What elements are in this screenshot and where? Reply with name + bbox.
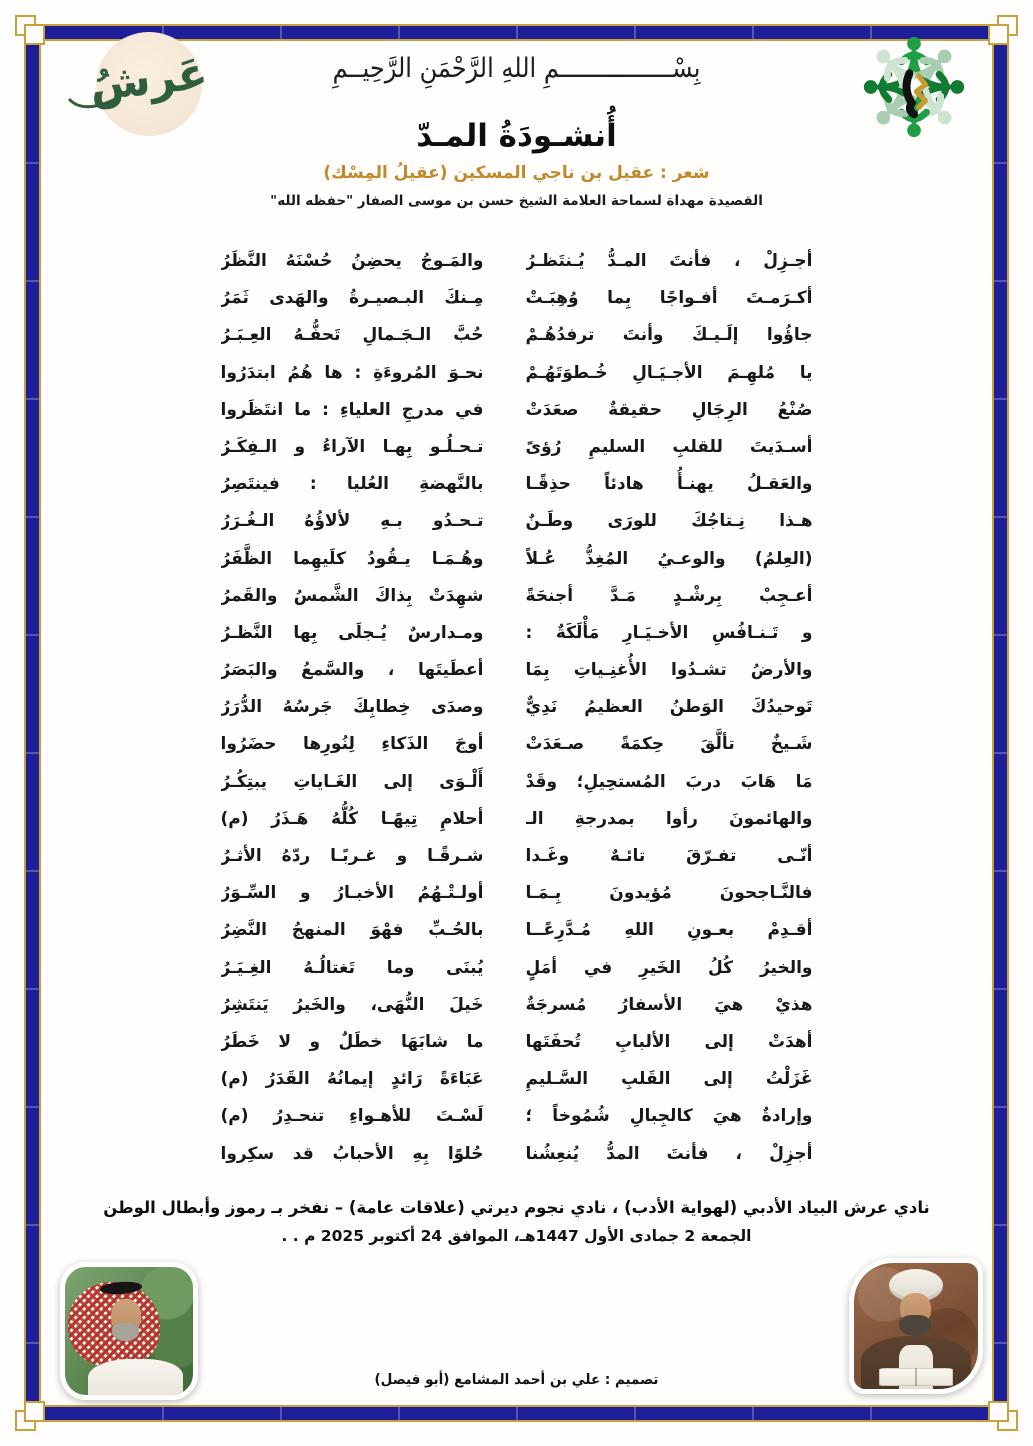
- couplet-row: [221, 726, 813, 763]
- hemistich-second: أعطَيتَها ، والسَّمعُ والبَصَرُ: [220, 660, 484, 681]
- couplet-row: [221, 429, 813, 466]
- hemistich-first: هذيْ هيَ الأسفارُ مُسرجَةٌ: [525, 994, 813, 1015]
- hemistich-first: غَزَلْتُ إلى القَلبِ السَّـليمِ: [525, 1069, 813, 1090]
- hemistich-first: جاؤُوا إلَـيـكَ وأنتَ ترفدُهُـمْ: [525, 325, 813, 346]
- hemistich-second: نحـوَ المُروءَةِ : ها هُمُ ابتدَرُوا: [220, 362, 484, 383]
- hemistich-second: في مدرجِ العلياءِ : ما انتَظَروا: [220, 399, 484, 420]
- hemistich-first: والخيرُ كُلُ الخَيرِ في أمَلٍ: [525, 957, 813, 978]
- hemistich-second: ما شابَهَا خطَلٌ و لا خَطَرُ: [220, 1031, 484, 1052]
- clubs-line: نادي عرش البياد الأدبي (لهواية الأدب) ، نادي نجوم ديرتي (علاقات عامة) – نفخر بـ رموز وأبطال الوطن: [103, 1198, 930, 1217]
- hemistich-first: والعَقـلُ يهنـأُ هادئاً حذِقًـا: [525, 474, 813, 495]
- couplet-row: [221, 1024, 813, 1061]
- border-ticks-right: [994, 46, 1007, 1400]
- border-ticks-bottom: [46, 1407, 987, 1420]
- hemistich-second: بالحُـبِّ فهْوَ المنهجُ النَّضِرُ: [220, 920, 484, 941]
- footer: [60, 1198, 973, 1245]
- page-title: أُنشـودَةُ المـدّ: [416, 118, 617, 154]
- couplet-row: [221, 355, 813, 392]
- dedication-line: القصيدة مهداة لسماحة العلامة الشيخ حسن بن موسى الصفار "حفظه الله": [270, 193, 763, 209]
- couplet-row: [221, 950, 813, 987]
- hemistich-first: صُنْعُ الرِجَالِ حقيقةٌ صعَدَتْ: [525, 399, 813, 420]
- bismillah-calligraphy: بِسْــــــــــــــــمِ اللهِ الرَّحْمَنِ الرَّحِيــمِ: [332, 52, 701, 84]
- couplet-row: [221, 317, 813, 354]
- hemistich-first: والأرضُ تشـدُوا الأُغنِـياتِ بِمَا: [525, 660, 813, 681]
- hemistich-first: يا مُلهِـمَ الأجـيَـالِ خُـطوَتَهُـمْ: [525, 362, 813, 383]
- hemistich-first: أنّـى تفـرّقَ تائـهٌ وغَـدا: [525, 846, 813, 866]
- corner-knot-icon: [984, 1397, 1018, 1431]
- dark-beard: [899, 1315, 931, 1336]
- couplet-row: [221, 578, 813, 615]
- hemistich-second: تـحـلُـو بِهـا الآراءُ و الـفِكَـرُ: [220, 436, 484, 457]
- hemistich-first: أجـزِلْ ، فأنتَ المـدُّ يُـنتَظـرُ: [525, 251, 813, 271]
- hemistich-first: تَوحيدُكَ الوَطنُ العظيمُ نَدِيٌّ: [525, 697, 813, 718]
- hemistich-second: بالنَّهضةِ العُليا : فينتَصِرُ: [220, 474, 484, 495]
- hemistich-second: خَيلَ النُّهَى، والخَيرُ يَنتَشِرُ: [220, 994, 484, 1015]
- hemistich-second: ومـدارسٌ يُـجلَى بِها النَّظـرُ: [220, 622, 484, 643]
- couplet-row: [221, 615, 813, 652]
- hemistich-first: أقـدِمْ بعـونِ اللهِ مُـدَّرِعًــا: [525, 920, 813, 941]
- couplet-row: [221, 838, 813, 875]
- hemistich-second: وصدَى خِطابِكَ جَرسُهُ الدُّرَرُ: [220, 697, 484, 718]
- hemistich-first: (العِلمُ) والوعـيُ المُغِذُّ عُـلاً: [525, 548, 813, 569]
- couplet-row: [221, 243, 813, 280]
- hemistich-first: فالنَّـاجحونَ مُؤيدونَ بِـمَـا: [525, 883, 813, 904]
- poet-byline: شعر : عقيل بن ناجي المسكين (عقيلُ المِسْك): [323, 163, 710, 183]
- hemistich-second: شـرقًـا و غـربًـا ردّهُ الأثـرُ: [220, 846, 484, 866]
- couplet-row: [221, 652, 813, 689]
- designer-credit: تصميم : علي بن أحمد المشامع (أبو فيصل): [374, 1371, 659, 1389]
- couplet-row: [221, 1098, 813, 1135]
- hemistich-second: أولـتْـهُمُ الأخبـارُ و السِّـوَرُ: [220, 883, 484, 904]
- hemistich-second: وهُـمَـا يـقُودُ كلَيهِما الظَّفَرُ: [220, 548, 484, 569]
- hemistich-second: أحلامِ تِيهًـا كُلُّهُ هَـذَرُ (م): [220, 808, 484, 829]
- poem-body: [221, 243, 813, 1173]
- date-line: الجمعة 2 جمادى الأول 1447هـ، الموافق 24 أكتوبر 2025 م . .: [281, 1227, 752, 1245]
- hemistich-second: عَبَاءَةً رَائدٍ إيمانُهُ القَدَرُ (م): [220, 1069, 484, 1090]
- couplet-row: [221, 1136, 813, 1173]
- couplet-row: [221, 764, 813, 801]
- hemistich-first: مَا هَابَ دربَ المُستحِيلِ؛ وقَدْ: [525, 771, 813, 792]
- couplet-row: [221, 875, 813, 912]
- hemistich-second: والمَـوجُ يحضِنُ حُسْنَهُ النَّظَرُ: [220, 251, 484, 271]
- hemistich-second: شهِدَتْ بِذاكَ الشَّمسُ والقَمرُ: [220, 585, 484, 606]
- hemistich-first: أكـرَمـتَ أفـواجًا بِما وُهِبَـتْ: [525, 288, 813, 309]
- couplet-row: [221, 541, 813, 578]
- hemistich-second: حُلوًا بِهِ الأحبابُ قد سكِروا: [220, 1143, 484, 1164]
- corner-knot-icon: [984, 15, 1018, 49]
- hemistich-first: و تَـنـافُسِ الأخـيَـارِ مَأْلَكَةٌ :: [525, 622, 813, 643]
- hemistich-second: أوجَ الذَكاءِ لِنُورِها حضَرُوا: [220, 734, 484, 755]
- hemistich-first: أهدَتْ إلى الألبابِ تُحفَتَها: [525, 1031, 813, 1052]
- hemistich-first: والهائمونَ رأوا بمدرجةِ الـ: [525, 808, 813, 829]
- couplet-row: [221, 689, 813, 726]
- couplet-row: [221, 801, 813, 838]
- hemistich-second: يُبنَى وما تَغتالُـهُ الغِـيَـرُ: [220, 957, 484, 978]
- couplet-row: [221, 280, 813, 317]
- couplet-row: [221, 503, 813, 540]
- hemistich-first: أجزِلْ ، فأنتَ المدُّ يُنعِشُنا: [525, 1143, 813, 1164]
- couplet-row: [221, 1061, 813, 1098]
- hemistich-first: أعـجِبْ بِرشْـدٍ مَـدَّ أجنحَةً: [525, 585, 813, 606]
- hemistich-second: حُبَّ الـجَـمالِ تَحفُّـهُ العِـبَـرُ: [220, 325, 484, 346]
- hemistich-first: هـذا نِـتاجُكَ للورَى وطَـنٌ: [525, 511, 813, 532]
- corner-knot-icon: [15, 15, 49, 49]
- hemistich-first: أسـدَيتَ للقلبِ السليمِ رُؤىً: [525, 436, 813, 457]
- hemistich-first: وإرادةٌ هيَ كالجِبالِ شُمُوخاً ؛: [525, 1106, 813, 1127]
- hemistich-second: مِـنكَ البـصيـرةُ والهَدى ثَمَرُ: [220, 288, 484, 309]
- hemistich-first: شَـيخٌ تألَّقَ حِكمَةً صـعَدَتْ: [525, 734, 813, 755]
- arsh-logo-text: عَرشُ: [87, 47, 210, 112]
- border-ticks-left: [26, 46, 39, 1400]
- couplet-row: [221, 466, 813, 503]
- hemistich-second: أَلْـوَى إلى الغَـاياتِ يبتِكُـرُ: [220, 771, 484, 792]
- couplet-row: [221, 392, 813, 429]
- couplet-row: [221, 912, 813, 949]
- hemistich-second: تـحـدُو بـهِ لألاؤُهُ الـغُـرَرُ: [220, 511, 484, 532]
- hemistich-second: لَسْـتَ للأهـواءِ تنحـدِرُ (م): [220, 1106, 484, 1127]
- couplet-row: [221, 987, 813, 1024]
- corner-knot-icon: [15, 1397, 49, 1431]
- title-block: [0, 118, 1033, 209]
